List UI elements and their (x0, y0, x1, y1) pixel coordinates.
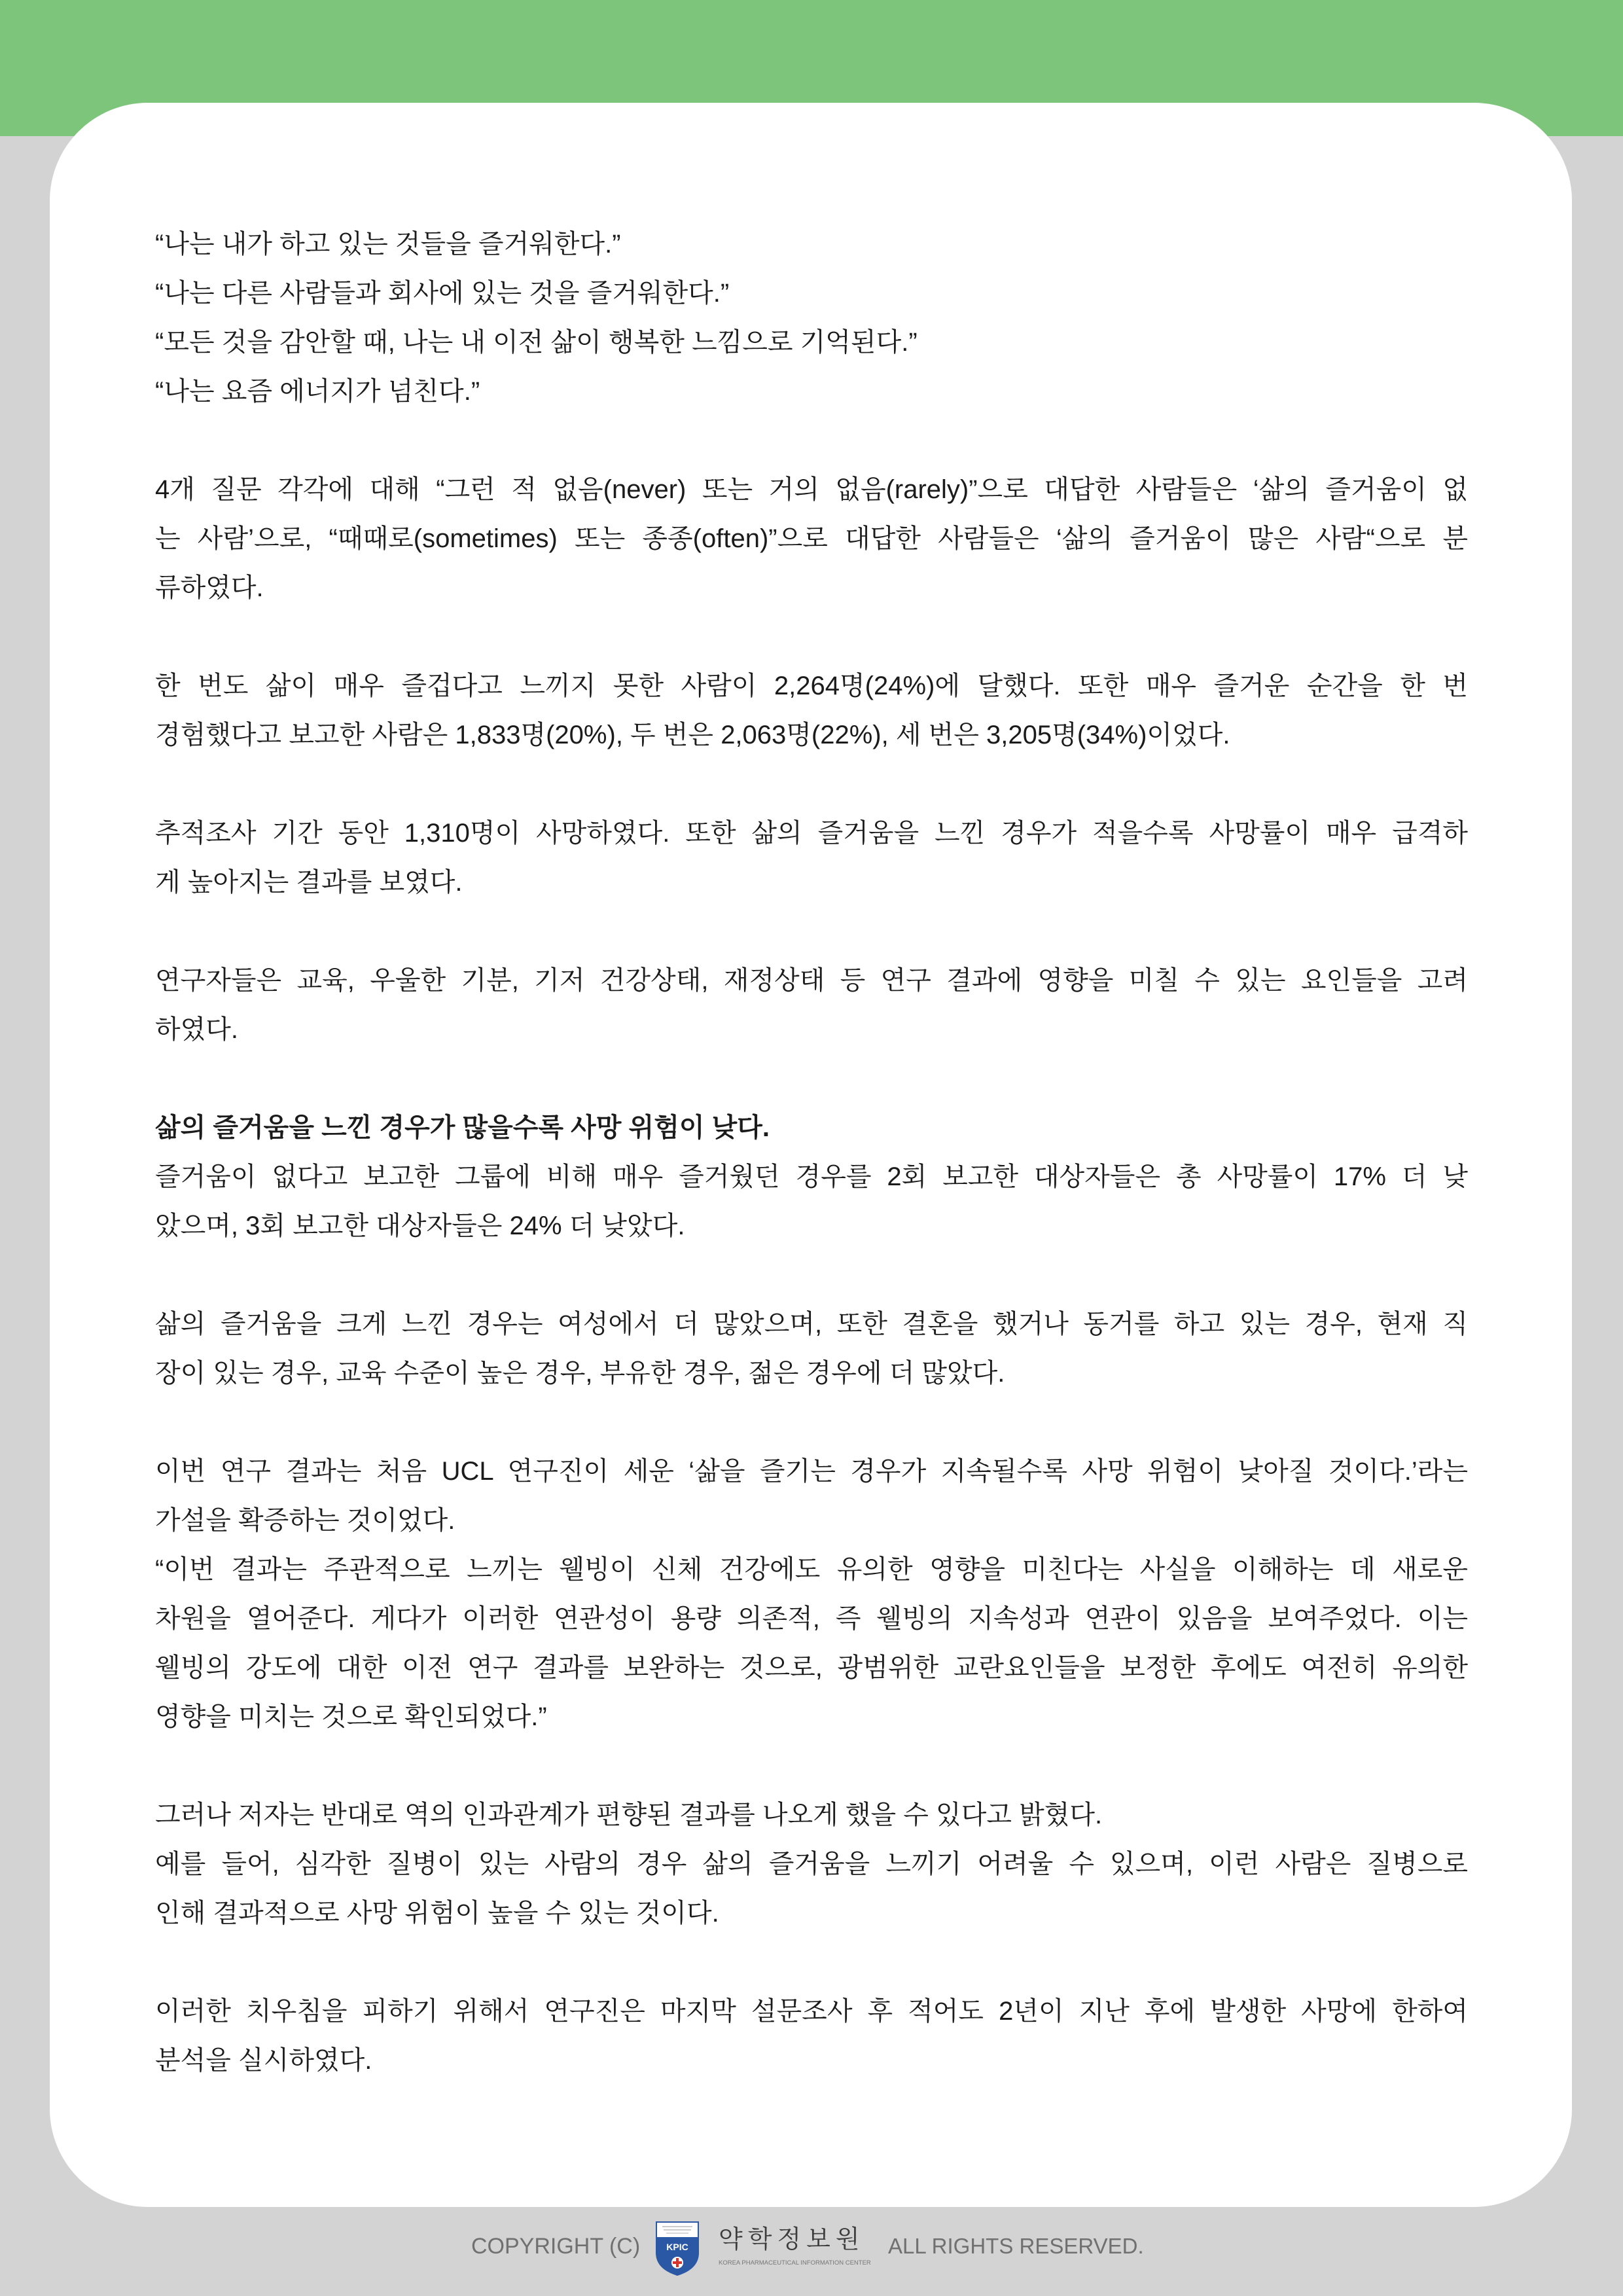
body-text-line: 삶의 즐거움을 크게 느낀 경우는 여성에서 더 많았으며, 또한 결혼을 했거나 동거를 하고 있는 경우, 현재 직 (155, 1310, 1468, 1338)
quote-block (155, 269, 1468, 318)
key-finding-section (155, 1103, 1468, 1251)
brand-name: 약학정보원 (719, 2225, 865, 2253)
kpic-shield-icon (654, 2220, 700, 2276)
copyright-text: COPYRIGHT (C) (471, 2234, 641, 2259)
body-text-line: 4개 질문 각각에 대해 “그런 적 없음(never) 또는 거의 없음(rarely)”으로 대답한 사람들은 ‘삶의 즐거움이 없 (155, 475, 1468, 504)
body-text-line: 가설을 확증하는 것이었다. (155, 1506, 455, 1535)
quote-block (155, 220, 1468, 269)
sensitivity-analysis-paragraph (155, 1987, 1468, 2085)
body-text-line: 게 높아지는 결과를 보였다. (155, 868, 463, 897)
body-text-line: 이러한 치우침을 피하기 위해서 연구진은 마지막 설문조사 후 적어도 2년이 지난 후에 발생한 사망에 한하여 (155, 1997, 1468, 2026)
quote-block (155, 318, 1468, 367)
body-text-line: 하였다. (155, 1015, 239, 1044)
body-text-line: 연구자들은 교육, 우울한 기분, 기저 건강상태, 재정상태 등 연구 결과에 영향을 미칠 수 있는 요인들을 고려 (155, 966, 1468, 995)
paragraph (155, 1300, 1468, 1398)
body-text-line: “모든 것을 감안할 때, 나는 내 이전 삶이 행복한 느낌으로 기억된다.” (155, 328, 918, 357)
demographics-paragraph (155, 1300, 1468, 1398)
paragraph (155, 809, 1468, 907)
rights-text: ALL RIGHTS RESERVED. (888, 2234, 1144, 2258)
body-text-line: 장이 있는 경우, 교육 수준이 높은 경우, 부유한 경우, 젊은 경우에 더 많았다. (155, 1359, 1005, 1388)
body-text-line: 이번 연구 결과는 처음 UCL 연구진이 세운 ‘삶을 즐기는 경우가 지속될수록 사망 위험이 낮아질 것이다.’라는 (155, 1457, 1468, 1486)
body-text-line: 그러나 저자는 반대로 역의 인과관계가 편향된 결과를 나오게 했을 수 있다고 밝혔다. (155, 1801, 1103, 1829)
paragraph (155, 1987, 1468, 2085)
quote-block (155, 367, 1468, 416)
body-text-line: 류하였다. (155, 573, 264, 602)
quote-paragraph (155, 1545, 1468, 1742)
body-text-line: 차원을 열어준다. 게다가 이러한 연관성이 용량 의존적, 즉 웰빙의 지속성과 연관이 있음을 보여주었다. 이는 (155, 1604, 1468, 1633)
body-text-line: 인해 결과적으로 사망 위험이 높을 수 있는 것이다. (155, 1899, 719, 1928)
brand-subtitle: KOREA PHARMACEUTICAL INFORMATION CENTER (719, 2259, 871, 2267)
body-text-line: 는 사람’으로, “때때로(sometimes) 또는 종종(often)”으로 대답한 사람들은 ‘삶의 즐거움이 많은 사람“으로 분 (155, 524, 1468, 553)
document-body (155, 220, 1468, 2085)
body-text-line: “나는 다른 사람들과 회사에 있는 것을 즐거워한다.” (155, 279, 730, 308)
follow-up-paragraph (155, 809, 1468, 907)
body-text-line: “이번 결과는 주관적으로 느끼는 웰빙이 신체 건강에도 유의한 영향을 미친다는 사실을 이해하는 데 새로운 (155, 1555, 1468, 1584)
paragraph (155, 465, 1468, 613)
body-text-line: “나는 내가 하고 있는 것들을 즐거워한다.” (155, 230, 621, 259)
section-heading: 삶의 즐거움을 느낀 경우가 많을수록 사망 위험이 낮다. (155, 1113, 770, 1142)
reverse-causation-section (155, 1791, 1468, 1938)
body-text-line: 추적조사 기간 동안 1,310명이 사망하였다. 또한 삶의 즐거움을 느낀 경우가 적을수록 사망률이 매우 급격하 (155, 819, 1468, 848)
survey-questions (155, 220, 1468, 416)
paragraph (155, 1791, 1468, 1840)
body-text-line: 경험했다고 보고한 사람은 1,833명(20%), 두 번은 2,063명(22%), 세 번은 3,205명(34%)이었다. (155, 721, 1230, 749)
body-text-line: 분석을 실시하였다. (155, 2046, 372, 2075)
paragraph (155, 662, 1468, 760)
body-text-line: 영향을 미치는 것으로 확인되었다.” (155, 1702, 547, 1731)
body-text-line: 예를 들어, 심각한 질병이 있는 사람의 경우 삶의 즐거움을 느끼기 어려울 수 있으며, 이런 사람은 질병으로 (155, 1850, 1468, 1878)
document-card (50, 103, 1572, 2207)
paragraph (155, 1447, 1468, 1545)
body-text-line: “나는 요즘 에너지가 넘친다.” (155, 377, 480, 406)
body-text-line: 았으며, 3회 보고한 대상자들은 24% 더 낮았다. (155, 1211, 685, 1240)
paragraph (155, 956, 1468, 1054)
body-text-line: 한 번도 삶이 매우 즐겁다고 느끼지 못한 사람이 2,264명(24%)에 달했다. 또한 매우 즐거운 순간을 한 번 (155, 672, 1468, 700)
logo-text: KPIC (666, 2242, 688, 2252)
body-text-line: 즐거움이 없다고 보고한 그룹에 비해 매우 즐거웠던 경우를 2회 보고한 대상자들은 총 사망률이 17% 더 낮 (155, 1162, 1468, 1191)
confounders-paragraph (155, 956, 1468, 1054)
hypothesis-section (155, 1447, 1468, 1742)
paragraph (155, 1840, 1468, 1938)
paragraph (155, 1153, 1468, 1251)
body-text-line: 웰빙의 강도에 대한 이전 연구 결과를 보완하는 것으로, 광범위한 교란요인들을 보정한 후에도 여전히 유의한 (155, 1653, 1468, 1682)
prevalence-paragraph (155, 662, 1468, 760)
classification-paragraph (155, 465, 1468, 613)
